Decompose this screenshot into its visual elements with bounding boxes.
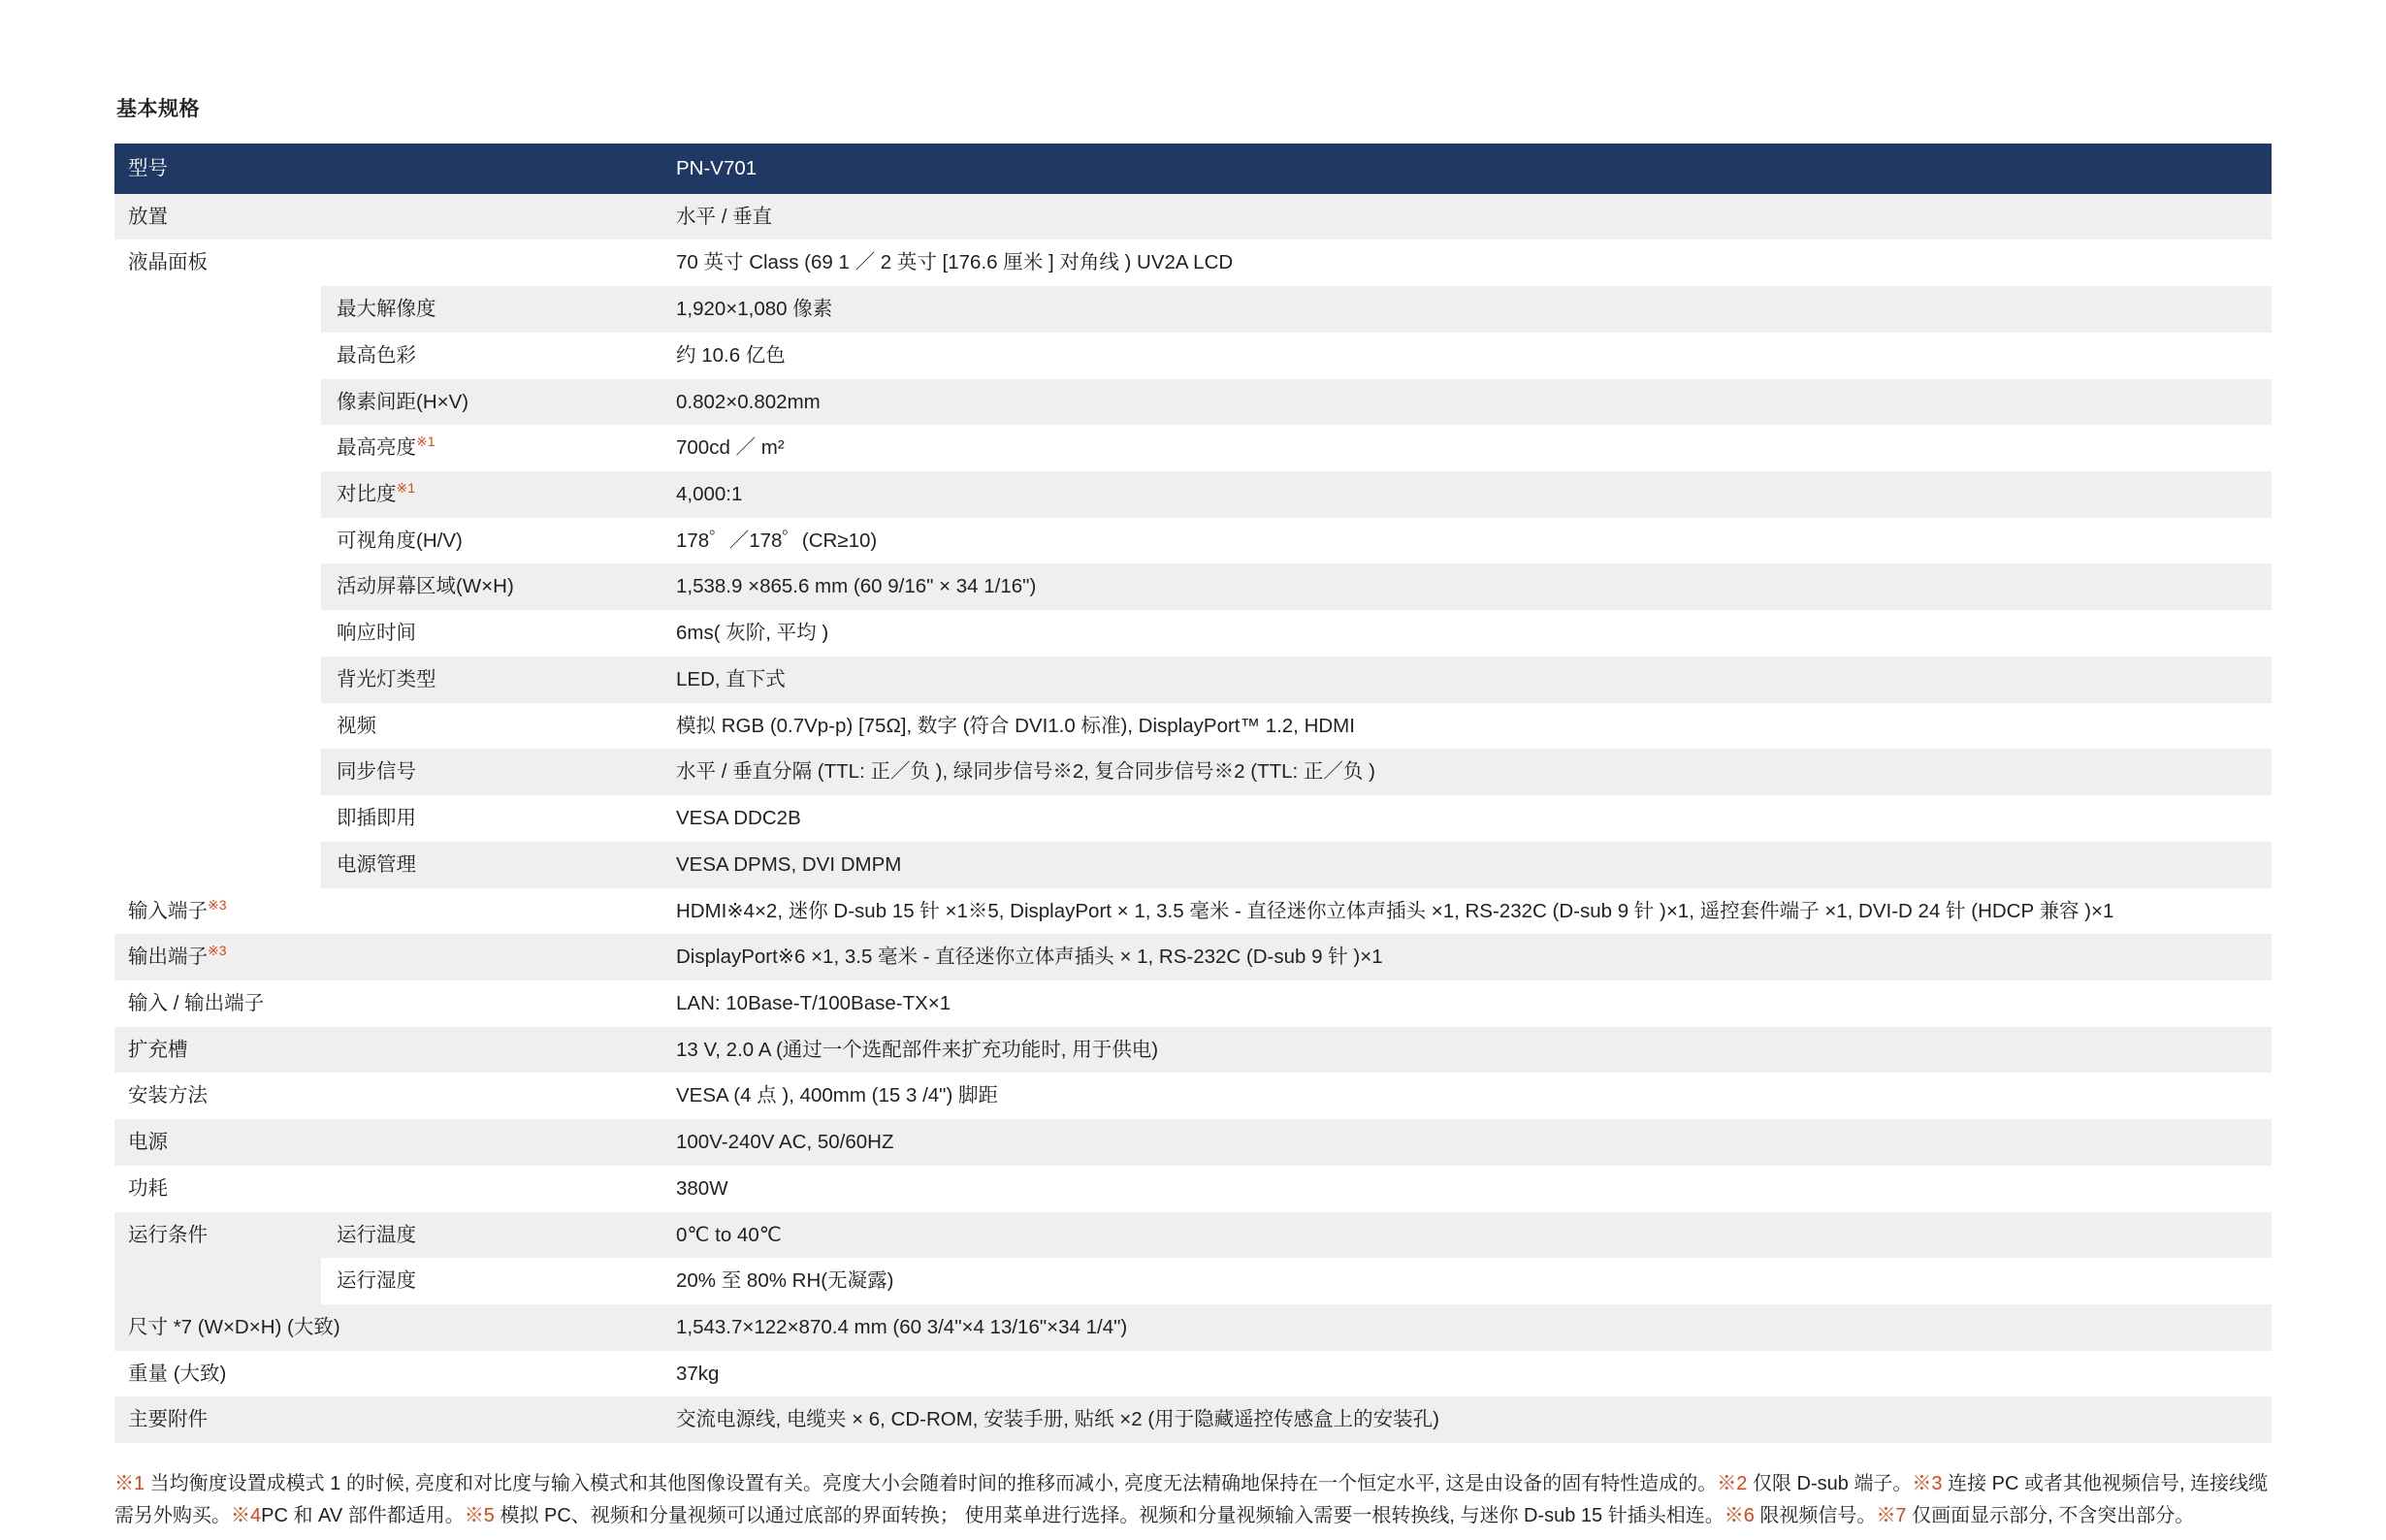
row-sublabel: 最高色彩 xyxy=(321,333,662,379)
table-row xyxy=(114,194,2272,241)
row-value: 178゜／178゜(CR≥10) xyxy=(662,518,2272,564)
row-value: VESA DDC2B xyxy=(662,795,2272,842)
row-value: 交流电源线, 电缆夹 × 6, CD-ROM, 安装手册, 贴纸 ×2 (用于隐藏遥控传感盒上的安装孔) xyxy=(662,1396,2272,1443)
table-row xyxy=(114,1212,2272,1259)
row-label: 重量 (大致) xyxy=(114,1351,662,1397)
row-value: 37kg xyxy=(662,1351,2272,1397)
row-label-operating: 运行条件 xyxy=(114,1212,321,1304)
row-label: 功耗 xyxy=(114,1166,662,1212)
table-row xyxy=(114,1027,2272,1074)
row-value: 4,000:1 xyxy=(662,471,2272,518)
row-value: 模拟 RGB (0.7Vp-p) [75Ω], 数字 (符合 DVI1.0 标准), DisplayPort™ 1.2, HDMI xyxy=(662,703,2272,750)
row-sublabel: 像素间距(H×V) xyxy=(321,379,662,426)
table-row xyxy=(114,934,2272,980)
row-label xyxy=(114,934,662,980)
row-sublabel: 运行湿度 xyxy=(321,1258,662,1304)
table-row xyxy=(114,379,2272,426)
table-row xyxy=(114,703,2272,750)
table-row xyxy=(114,333,2272,379)
row-label-text: 输入端子 xyxy=(128,899,208,922)
row-label: 尺寸 *7 (W×D×H) (大致) xyxy=(114,1304,662,1351)
row-value: VESA DPMS, DVI DMPM xyxy=(662,842,2272,888)
row-sublabel: 即插即用 xyxy=(321,795,662,842)
row-sublabel xyxy=(321,425,662,471)
footnote-marker-3: ※3 xyxy=(1912,1473,1943,1495)
table-row xyxy=(114,518,2272,564)
row-value: LAN: 10Base-T/100Base-TX×1 xyxy=(662,980,2272,1027)
table-row xyxy=(114,563,2272,610)
footnote-marker-6: ※6 xyxy=(1724,1505,1755,1527)
row-value: LED, 直下式 xyxy=(662,657,2272,703)
footnotes xyxy=(114,1468,2272,1532)
footnote-marker-2: ※2 xyxy=(1717,1473,1748,1495)
row-sublabel: 背光灯类型 xyxy=(321,657,662,703)
row-value: 20% 至 80% RH(无凝露) xyxy=(662,1258,2272,1304)
page-title: 基本规格 xyxy=(116,98,200,120)
row-label: 安装方法 xyxy=(114,1073,662,1119)
row-value: 6ms( 灰阶, 平均 ) xyxy=(662,610,2272,657)
row-value: 1,920×1,080 像素 xyxy=(662,286,2272,333)
specifications-table xyxy=(114,144,2272,1443)
sublabel-text: 最高亮度 xyxy=(337,436,416,460)
row-sublabel: 视频 xyxy=(321,703,662,750)
row-label-signal xyxy=(114,703,321,888)
table-row xyxy=(114,425,2272,471)
footnote-marker: ※3 xyxy=(208,896,227,913)
table-row xyxy=(114,1396,2272,1443)
row-sublabel: 可视角度(H/V) xyxy=(321,518,662,564)
sublabel-text: 对比度 xyxy=(337,483,397,506)
row-label: 电源 xyxy=(114,1119,662,1166)
header-label: 型号 xyxy=(114,144,662,194)
footnote-text-5: 模拟 PC、视频和分量视频可以通过底部的界面转换； 使用菜单进行选择。视频和分量视频输入需要一根转换线, 与迷你 D-sub 15 针插头相连。 xyxy=(494,1505,1725,1527)
row-value: 约 10.6 亿色 xyxy=(662,333,2272,379)
table-row xyxy=(114,749,2272,795)
row-label-lcd: 液晶面板 xyxy=(114,240,321,702)
row-label-text: 输出端子 xyxy=(128,946,208,969)
table-header-row xyxy=(114,144,2272,194)
row-label: 放置 xyxy=(114,194,662,241)
footnote-text-2: 仅限 D-sub 端子。 xyxy=(1747,1473,1913,1495)
row-value: 1,538.9 ×865.6 mm (60 9/16" × 34 1/16") xyxy=(662,563,2272,610)
table-row xyxy=(114,1119,2272,1166)
row-sublabel xyxy=(321,471,662,518)
table-row xyxy=(114,888,2272,935)
table-body xyxy=(114,144,2272,1443)
footnote-marker: ※1 xyxy=(396,480,416,497)
table-row xyxy=(114,980,2272,1027)
table-row xyxy=(114,240,2272,286)
row-value: 380W xyxy=(662,1166,2272,1212)
footnote-marker-1: ※1 xyxy=(114,1473,145,1495)
row-value: 水平 / 垂直分隔 (TTL: 正／负 ), 绿同步信号※2, 复合同步信号※2 (TTL: 正／负 ) xyxy=(662,749,2272,795)
table-row xyxy=(114,610,2272,657)
row-value: VESA (4 点 ), 400mm (15 3 /4") 脚距 xyxy=(662,1073,2272,1119)
row-label: 扩充槽 xyxy=(114,1027,662,1074)
row-value: 水平 / 垂直 xyxy=(662,194,2272,241)
row-sublabel xyxy=(321,240,662,286)
table-row xyxy=(114,1073,2272,1119)
table-row xyxy=(114,286,2272,333)
row-sublabel: 活动屏幕区域(W×H) xyxy=(321,563,662,610)
footnote-marker: ※3 xyxy=(208,943,227,959)
footnote-text-1: 当均衡度设置成模式 1 的时候, 亮度和对比度与输入模式和其他图像设置有关。亮度大小会随着时间的推移而减小, 亮度无法精确地保持在一个恒定水平, 这是由设备的固有特性造成的。 xyxy=(145,1473,1718,1495)
row-value: 700cd ／ m² xyxy=(662,425,2272,471)
footnote-text-3: 连接 PC 或者其他视频信号, 连接线缆需另外购买。 xyxy=(114,1473,2269,1527)
row-label: 输入 / 输出端子 xyxy=(114,980,662,1027)
row-sublabel: 运行温度 xyxy=(321,1212,662,1259)
row-value: 100V-240V AC, 50/60HZ xyxy=(662,1119,2272,1166)
table-row xyxy=(114,1351,2272,1397)
row-value: 70 英寸 Class (69 1 ／ 2 英寸 [176.6 厘米 ] 对角线 ) UV2A LCD xyxy=(662,240,2272,286)
row-value: HDMI※4×2, 迷你 D-sub 15 针 ×1※5, DisplayPort × 1, 3.5 毫米 - 直径迷你立体声插头 ×1, RS-232C (D-sub 9 针 )×1, 遥控套件端子 ×1, DVI-D 24 针 (HDCP 兼容 )×1 xyxy=(662,888,2272,935)
footnote-marker: ※1 xyxy=(416,433,435,450)
footnote-marker-7: ※7 xyxy=(1876,1505,1907,1527)
row-sublabel: 同步信号 xyxy=(321,749,662,795)
footnote-text-7: 仅画面显示部分, 不含突出部分。 xyxy=(1906,1505,2195,1527)
row-value: 0℃ to 40℃ xyxy=(662,1212,2272,1259)
footnote-marker-5: ※5 xyxy=(464,1505,495,1527)
row-sublabel: 最大解像度 xyxy=(321,286,662,333)
row-label: 主要附件 xyxy=(114,1396,662,1443)
table-row xyxy=(114,471,2272,518)
row-value: DisplayPort※6 ×1, 3.5 毫米 - 直径迷你立体声插头 × 1, RS-232C (D-sub 9 针 )×1 xyxy=(662,934,2272,980)
table-row xyxy=(114,842,2272,888)
table-row xyxy=(114,1304,2272,1351)
row-value: 13 V, 2.0 A (通过一个选配部件来扩充功能时, 用于供电) xyxy=(662,1027,2272,1074)
footnote-text-6: 限视频信号。 xyxy=(1754,1505,1877,1527)
row-value: 1,543.7×122×870.4 mm (60 3/4"×4 13/16"×34 1/4") xyxy=(662,1304,2272,1351)
footnote-text-4: PC 和 AV 部件都适用。 xyxy=(261,1505,465,1527)
table-row xyxy=(114,795,2272,842)
header-value: PN-V701 xyxy=(662,144,2272,194)
footnote-marker-4: ※4 xyxy=(231,1505,262,1527)
table-row xyxy=(114,657,2272,703)
table-row xyxy=(114,1258,2272,1304)
row-sublabel: 响应时间 xyxy=(321,610,662,657)
row-label xyxy=(114,888,662,935)
row-value: 0.802×0.802mm xyxy=(662,379,2272,426)
row-sublabel: 电源管理 xyxy=(321,842,662,888)
table-row xyxy=(114,1166,2272,1212)
